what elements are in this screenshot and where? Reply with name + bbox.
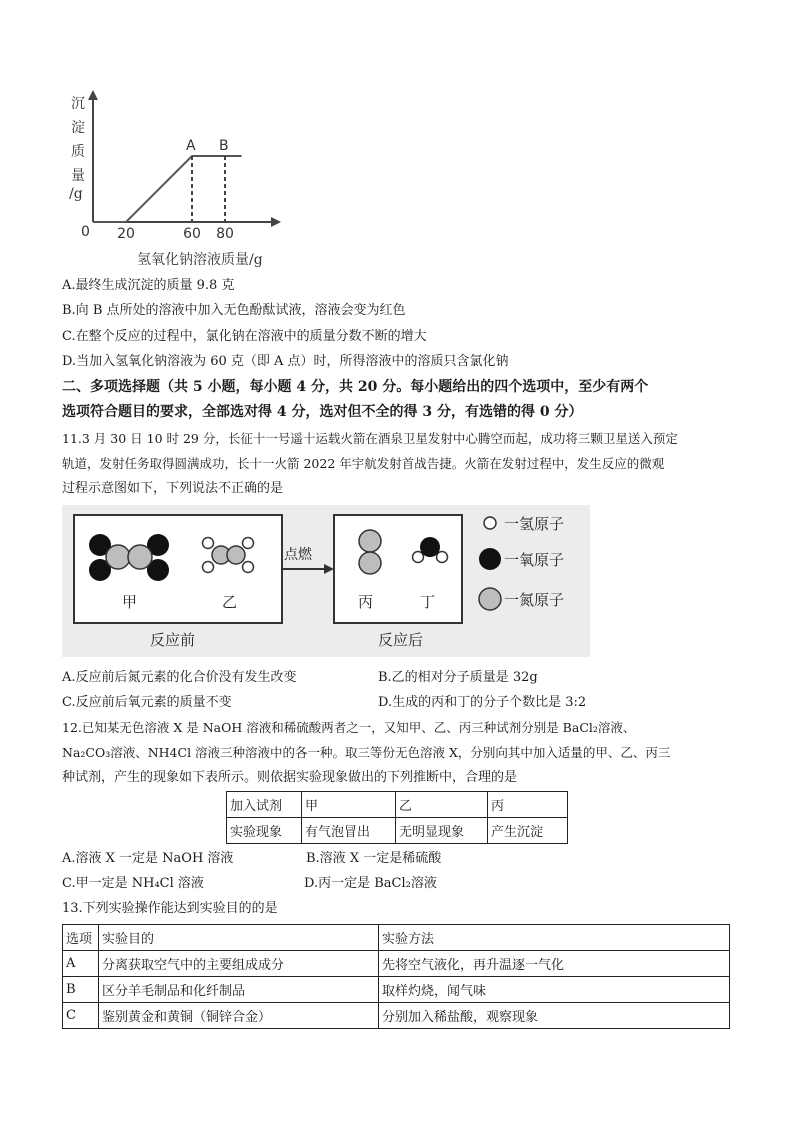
precipitate-chart <box>55 88 305 270</box>
q11-option-b: B.乙的相对分子质量是 32g <box>378 670 538 685</box>
table-cell: C <box>63 1003 99 1029</box>
after-box <box>334 515 462 623</box>
table-row <box>63 951 730 977</box>
q12-table <box>226 791 568 844</box>
ylabel-char: 淀 <box>71 120 85 136</box>
ylabel-char: 沉 <box>71 96 85 112</box>
q10-option-a: A.最终生成沉淀的质量 9.8 克 <box>62 278 235 293</box>
section2-heading-line1: 二、多项选择题（共 5 小题，每小题 4 分，共 20 分。每小题给出的四个选项中，至少有两个 <box>62 379 649 395</box>
table-cell: 丙 <box>488 792 568 818</box>
ylabel-char: 质 <box>71 144 85 160</box>
x-axis-label: 氢氧化钠溶液质量/g <box>137 252 263 268</box>
point-a-label: A <box>186 138 196 154</box>
origin-label: 0 <box>81 224 90 240</box>
q12-stem-line2: Na₂CO₃溶液、NH4Cl 溶液三种溶液中的各一种。取三等份无色溶液 X，分别向其中加入适量的甲、乙、丙三 <box>62 745 671 760</box>
table-row <box>63 925 730 951</box>
q13-table <box>62 924 730 1029</box>
label-before: 反应前 <box>150 631 196 649</box>
table-cell: 取样灼烧，闻气味 <box>379 977 730 1003</box>
table-cell: 先将空气液化，再升温逐一气化 <box>379 951 730 977</box>
q10-option-d: D.当加入氢氧化钠溶液为 60 克（即 A 点）时，所得溶液中的溶质只含氯化钠 <box>62 354 509 369</box>
point-b-label: B <box>219 138 229 154</box>
q10-option-c: C.在整个反应的过程中，氯化钠在溶液中的质量分数不断的增大 <box>62 329 427 344</box>
q11-option-a: A.反应前后氮元素的化合价没有发生改变 <box>62 670 297 685</box>
precipitate-chart-svg <box>55 88 305 270</box>
label-ding: 丁 <box>420 593 436 611</box>
q12-option-c: C.甲一定是 NH₄Cl 溶液 <box>62 876 204 891</box>
table-header-cell: 实验方法 <box>379 925 730 951</box>
label-bing: 丙 <box>358 593 374 611</box>
table-cell: A <box>63 951 99 977</box>
reaction-arrow-head <box>324 564 334 574</box>
table-cell: 无明显现象 <box>396 818 488 844</box>
reaction-diagram <box>62 505 590 657</box>
table-cell: B <box>63 977 99 1003</box>
table-row <box>63 977 730 1003</box>
ylabel-char: 量 <box>71 168 85 184</box>
q11-stem-line1: 11.3 月 30 日 10 时 29 分，长征十一号遥十运载火箭在酒泉卫星发射中心腾空而起，成功将三颗卫星送入预定 <box>62 431 678 446</box>
q13-stem: 13.下列实验操作能达到实验目的的是 <box>62 901 278 916</box>
reaction-diagram-svg <box>62 505 590 657</box>
x-tick-label: 60 <box>183 226 201 242</box>
table-row <box>227 792 568 818</box>
q11-option-c: C.反应前后氧元素的质量不变 <box>62 695 232 710</box>
table-cell: 甲 <box>302 792 396 818</box>
q12-option-b: B.溶液 X 一定是稀硫酸 <box>306 851 442 866</box>
x-axis-arrow <box>271 217 281 227</box>
legend-nitrogen-label: 一氮原子 <box>504 591 565 609</box>
q12-option-a: A.溶液 X 一定是 NaOH 溶液 <box>62 851 234 866</box>
table-cell: 实验现象 <box>227 818 302 844</box>
legend-oxygen-label: 一氧原子 <box>504 551 565 569</box>
table-row <box>227 818 568 844</box>
q12-stem-line3: 种试剂，产生的现象如下表所示。则依据实验现象做出的下列推断中，合理的是 <box>62 770 518 785</box>
section2-heading-line2: 选项符合题目的要求，全部选对得 4 分，选对但不全的得 3 分，有选错的得 0 分） <box>62 404 583 420</box>
q11-stem-line3: 过程示意图如下，下列说法不正确的是 <box>62 481 284 496</box>
y-axis-arrow <box>88 90 98 100</box>
label-yi: 乙 <box>222 593 238 611</box>
ylabel-char: /g <box>69 186 83 202</box>
legend-oxygen-atom <box>479 548 501 570</box>
table-row <box>63 1003 730 1029</box>
table-header-cell: 实验目的 <box>99 925 379 951</box>
table-cell: 分离获取空气中的主要组成成分 <box>99 951 379 977</box>
table-cell: 加入试剂 <box>227 792 302 818</box>
legend-hydrogen-label: 一氢原子 <box>504 515 565 533</box>
table-cell: 乙 <box>396 792 488 818</box>
precipitate-series-line <box>93 156 242 222</box>
q11-stem-line2: 轨道，发射任务取得圆满成功，长十一火箭 2022 年宇航发射首战告捷。火箭在发射过程中，发生反应的微观 <box>62 456 665 471</box>
arrow-label: 点燃 <box>284 547 312 563</box>
table-cell: 产生沉淀 <box>488 818 568 844</box>
legend-nitrogen-atom <box>479 588 501 610</box>
label-jia: 甲 <box>122 593 138 611</box>
table-cell: 区分羊毛制品和化纤制品 <box>99 977 379 1003</box>
table-header-cell: 选项 <box>63 925 99 951</box>
label-after: 反应后 <box>378 631 424 649</box>
table-cell: 鉴别黄金和黄铜（铜锌合金） <box>99 1003 379 1029</box>
x-tick-label: 80 <box>216 226 234 242</box>
x-tick-label: 20 <box>117 226 135 242</box>
table-cell: 分别加入稀盐酸，观察现象 <box>379 1003 730 1029</box>
q11-option-d: D.生成的丙和丁的分子个数比是 3:2 <box>378 695 587 710</box>
q12-stem-line1: 12.已知某无色溶液 X 是 NaOH 溶液和稀硫酸两者之一，又知甲、乙、丙三种试剂分别是 BaCl₂溶液、 <box>62 720 636 735</box>
legend-hydrogen-atom <box>484 517 496 529</box>
table-cell: 有气泡冒出 <box>302 818 396 844</box>
q12-option-d: D.丙一定是 BaCl₂溶液 <box>304 876 437 891</box>
q10-option-b: B.向 B 点所处的溶液中加入无色酚酞试液，溶液会变为红色 <box>62 303 406 318</box>
